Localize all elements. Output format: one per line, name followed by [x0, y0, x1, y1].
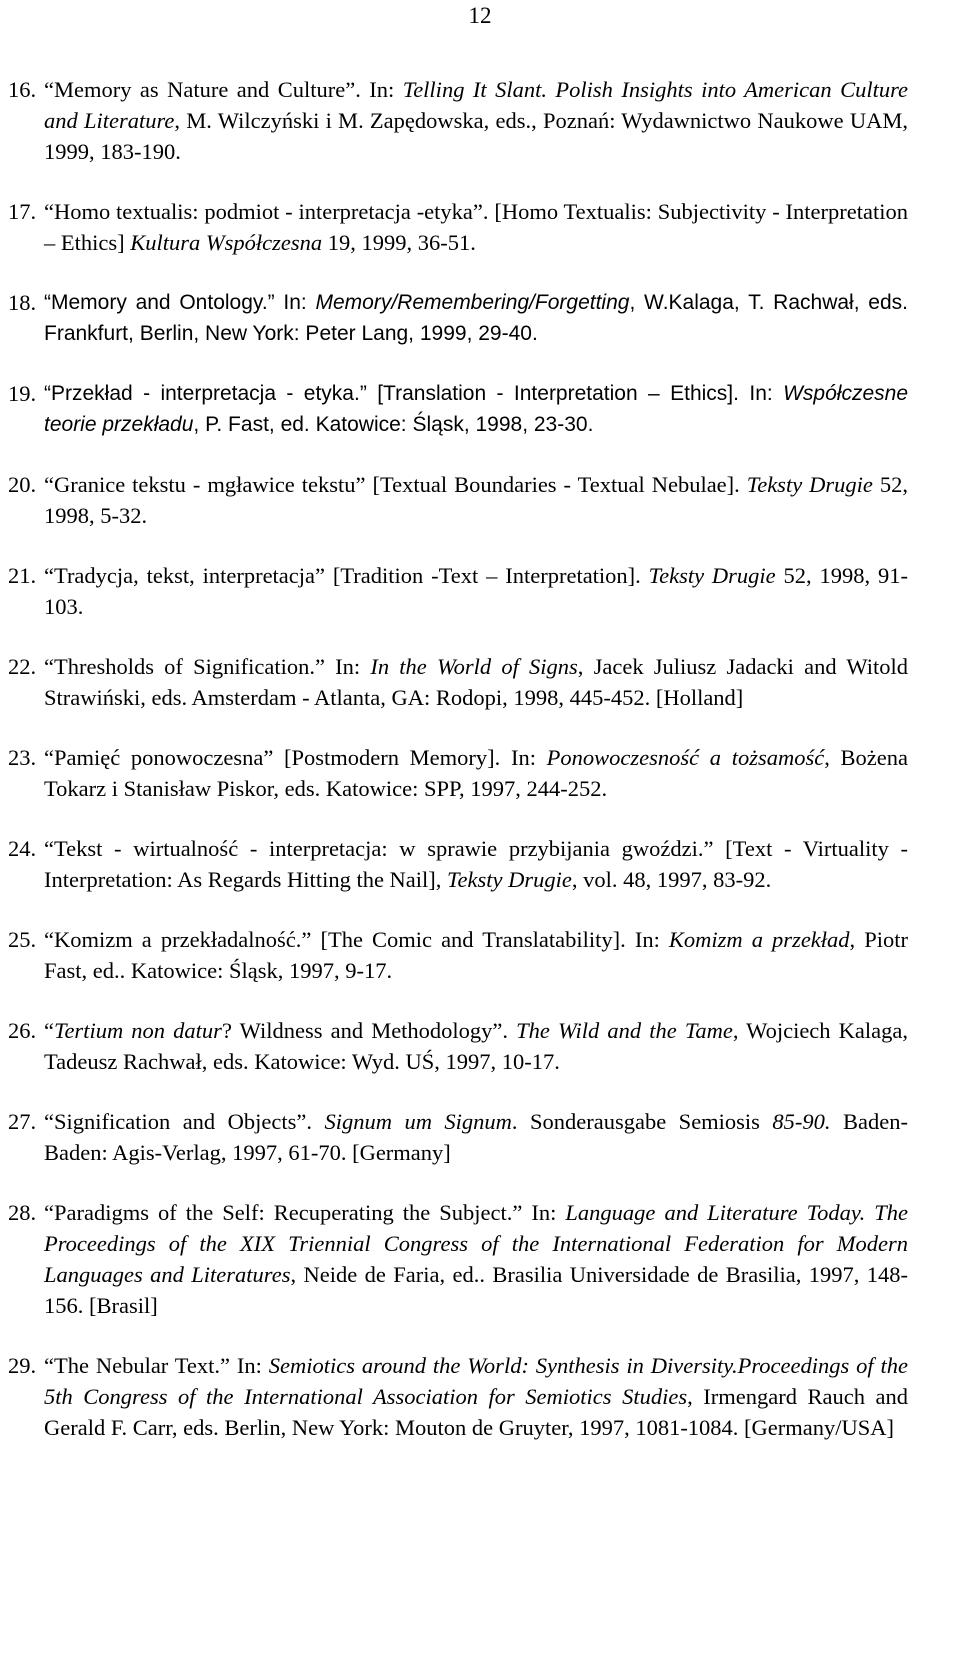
bibliography-entry — [8, 287, 908, 349]
entry-segment: “ — [44, 1018, 54, 1043]
italic-title: Teksty Drugie — [447, 867, 572, 892]
entry-segment: “Memory as Nature and Culture”. In: — [44, 77, 403, 102]
entry-number: 27. — [8, 1109, 37, 1134]
bibliography-entry — [8, 1350, 908, 1443]
entry-segment: , Wojciech Kalaga, Tadeusz Rachwał, eds. Katowice: Wyd. UŚ, 1997, 10-17. — [44, 1018, 908, 1074]
entry-segment: 52, 1998, 5-32. — [44, 472, 909, 528]
entry-number: 28. — [8, 1200, 37, 1225]
entry-number: 21. — [8, 563, 37, 588]
italic-title: Komizm a przekład — [668, 927, 850, 952]
entry-text — [44, 1015, 908, 1077]
italic-title: Ponowoczesność a tożsamość — [546, 745, 825, 770]
page-number: 12 — [468, 3, 492, 28]
entry-number: 23. — [8, 745, 37, 770]
entry-segment: . Sonderausgabe Semiosis — [511, 1109, 773, 1134]
entry-segment: “Homo textualis: podmiot - interpretacja -etyka”. [Homo Textualis: Subjectivity - Interpretation – Ethics] — [44, 199, 908, 255]
entry-segment: , Irmengard Rauch and Gerald F. Carr, eds. Berlin, New York: Mouton de Gruyter, 1997, 1081-1084. [Germany/USA] — [44, 1384, 909, 1440]
entry-number: 16. — [8, 77, 37, 102]
entry-segment: “Tradycja, tekst, interpretacja” [Tradition -Text – Interpretation]. — [44, 563, 649, 588]
entry-text — [44, 560, 908, 622]
entry-segment: , Bożena Tokarz i Stanisław Piskor, eds. Katowice: SPP, 1997, 244-252. — [44, 745, 909, 801]
italic-title: Teksty Drugie — [746, 472, 873, 497]
entry-segment: , P. Fast, ed. Katowice: Śląsk, 1998, 23-30. — [193, 413, 594, 436]
entry-segment: “The Nebular Text.” In: — [44, 1353, 269, 1378]
entry-text — [44, 651, 908, 713]
italic-title: Telling It Slant. Polish Insights into American Culture and Literature — [44, 77, 908, 133]
italic-title: 85-90. — [772, 1109, 831, 1134]
entry-text — [44, 378, 908, 440]
entry-segment: Baden-Baden: Agis-Verlag, 1997, 61-70. [Germany] — [44, 1109, 908, 1165]
italic-title: Memory/Remembering/Forgetting — [315, 291, 630, 314]
italic-title: Kultura Współczesna — [130, 230, 323, 255]
italic-title: The Wild and the Tame — [516, 1018, 733, 1043]
bibliography-entry — [8, 651, 908, 713]
entry-segment: , Piotr Fast, ed.. Katowice: Śląsk, 1997, 9-17. — [44, 927, 909, 983]
entry-text — [44, 74, 908, 167]
entry-segment: “Memory and Ontology.” In: — [44, 291, 316, 314]
entry-segment: , Jacek Juliusz Jadacki and Witold Strawiński, eds. Amsterdam - Atlanta, GA: Rodopi, 1998, 445-452. [Holland] — [44, 654, 908, 710]
italic-title: In the World of Signs — [370, 654, 578, 679]
entry-segment: “Przekład - interpretacja - etyka.” [Translation - Interpretation – Ethics]. In: — [44, 382, 784, 405]
entry-segment: “Granice tekstu - mgławice tekstu” [Textual Boundaries - Textual Nebulae]. — [44, 472, 747, 497]
entry-text — [44, 742, 908, 804]
entry-number: 29. — [8, 1353, 37, 1378]
entry-text — [44, 924, 908, 986]
entry-segment: “Komizm a przekładalność.” [The Comic and Translatability]. In: — [44, 927, 669, 952]
entry-segment: “Tekst - wirtualność - interpretacja: w sprawie przybijania gwoździ.” [Text - Virtuality - Interpretation: As Regards Hitting the Nail], — [44, 836, 908, 892]
italic-title: Signum um Signum — [324, 1109, 512, 1134]
entry-segment: , vol. 48, 1997, 83-92. — [571, 867, 772, 892]
entry-number: 20. — [8, 472, 37, 497]
entry-text — [44, 1197, 908, 1321]
entry-segment: ? Wildness and Methodology”. — [221, 1018, 517, 1043]
bibliography-entry — [8, 378, 908, 440]
italic-title: Współczesne teorie przekładu — [44, 382, 908, 436]
entry-segment: “Pamięć ponowoczesna” [Postmodern Memory]. In: — [44, 745, 547, 770]
italic-title: Language and Literature Today. The Proceedings of the XIX Triennial Congress of the International Federation for Modern Languages and Literatures — [44, 1200, 908, 1287]
entry-text — [44, 833, 908, 895]
entry-number: 18. — [8, 290, 37, 315]
bibliography-entry — [8, 1197, 908, 1321]
bibliography-entry — [8, 742, 908, 804]
bibliography-list — [8, 74, 908, 1472]
entry-number: 22. — [8, 654, 37, 679]
bibliography-entry — [8, 196, 908, 258]
entry-text — [44, 287, 908, 349]
entry-segment: 52, 1998, 91-103. — [44, 563, 908, 619]
entry-number: 19. — [8, 381, 37, 406]
bibliography-entry — [8, 1106, 908, 1168]
italic-title: Semiotics around the World: Synthesis in Diversity.Proceedings of the 5th Congress of the International Association for Semiotics Studies — [44, 1353, 908, 1409]
entry-segment: , M. Wilczyński i M. Zapędowska, eds., Poznań: Wydawnictwo Naukowe UAM, 1999, 183-190. — [44, 108, 909, 164]
bibliography-entry — [8, 833, 908, 895]
bibliography-entry — [8, 74, 908, 167]
entry-segment: , Neide de Faria, ed.. Brasilia Universidade de Brasilia, 1997, 148-156. [Brasil] — [44, 1262, 908, 1318]
bibliography-entry — [8, 469, 908, 531]
entry-number: 24. — [8, 836, 37, 861]
entry-segment: “Thresholds of Signification.” In: — [44, 654, 371, 679]
entry-text — [44, 196, 908, 258]
italic-title: Teksty Drugie — [648, 563, 776, 588]
italic-title: Tertium non datur — [54, 1018, 222, 1043]
bibliography-entry — [8, 924, 908, 986]
bibliography-entry — [8, 560, 908, 622]
entry-segment: “Paradigms of the Self: Recuperating the Subject.” In: — [44, 1200, 566, 1225]
entry-text — [44, 1350, 908, 1443]
entry-text — [44, 1106, 908, 1168]
entry-number: 25. — [8, 927, 37, 952]
entry-segment: , W.Kalaga, T. Rachwał, eds. Frankfurt, Berlin, New York: Peter Lang, 1999, 29-40. — [44, 291, 908, 345]
entry-segment: “Signification and Objects”. — [44, 1109, 325, 1134]
entry-segment: 19, 1999, 36-51. — [322, 230, 476, 255]
bibliography-entry — [8, 1015, 908, 1077]
entry-text — [44, 469, 908, 531]
entry-number: 17. — [8, 199, 37, 224]
entry-number: 26. — [8, 1018, 37, 1043]
